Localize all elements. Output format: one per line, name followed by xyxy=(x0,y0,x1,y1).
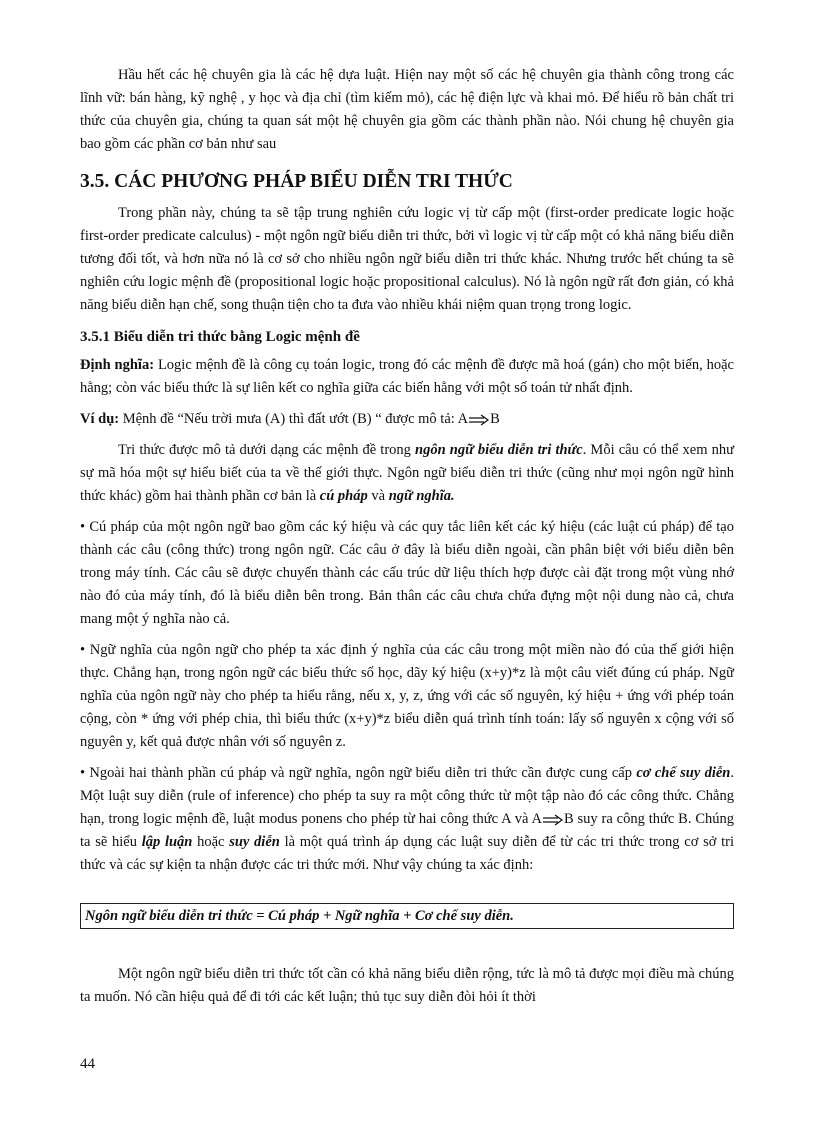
intro-paragraph: Hầu hết các hệ chuyên gia là các hệ dựa luật. Hiện nay một số các hệ chuyên gia thành công trong các lĩnh vữ: bán hàng, kỹ nghệ , y học và địa chỉ (tìm kiếm mỏ), các hệ điện lực và khai mỏ. Để hiểu rõ bản chất tri thức của chuyên gia, chúng ta quan sát một hệ chuyên gia gồm các thành phần nào. Nói chung hệ chuyên gia bao gồm các phần cơ bản như sau xyxy=(80,67,734,152)
bullet-semantics: • Ngữ nghĩa của ngôn ngữ cho phép ta xác định ý nghĩa của các câu trong một miền nào đó của thế giới hiện thực. Chẳng hạn, trong ngôn ngữ các biểu thức số học, dãy ký hiệu (x+y)*z là một câu viết đúng cú pháp. Ngữ nghĩa của ngôn ngữ này cho phép ta hiểu rằng, nếu x, y, z, ứng với các số nguyên, ký hiệu + ứng với phép toán cộng, còn * ứng với phép chia, thì biểu thức (x+y)*z biểu diễn quá trình tính toán: lấy số nguyên x cộng với số nguyên y, kết quả được nhân với số nguyên z. xyxy=(80,642,734,750)
inference-text-4: hoặc xyxy=(192,834,230,850)
example-tail: B xyxy=(490,411,500,427)
inference-term-mechanism: cơ chế suy diễn xyxy=(636,765,731,781)
implies-arrow-icon xyxy=(542,814,564,826)
knowledge-term-language: ngôn ngữ biểu diễn tri thức xyxy=(415,442,583,458)
final-paragraph: Một ngôn ngữ biểu diễn tri thức tốt cần có khả năng biểu diễn rộng, tức là mô tả được mọi điều mà chúng ta muốn. Nó cần hiệu quả để đi tới các kết luận; thủ tục suy diễn đòi hỏi ít thời xyxy=(80,966,734,1005)
definition-text: Logic mệnh đề là công cụ toán logic, trong đó các mệnh đề được mã hoá (gán) cho một biến, hoặc hằng; còn vác biểu thức là sự liên kết co nghĩa giữa các biến hằng với một số toán tử nhất định. xyxy=(80,357,734,396)
knowledge-text-1: Tri thức được mô tả dưới dạng các mệnh đề trong xyxy=(118,442,416,458)
formula-box: Ngôn ngữ biểu diễn tri thức = Cú pháp + Ngữ nghĩa + Cơ chế suy diễn. xyxy=(80,903,734,929)
inference-text-2: . Một luật suy diễn (rule of inference) cho phép ta suy ra một công thức từ một tập nào đó các công thức. Chẳng hạn, trong logic mệnh đề, luật modus ponens cho phép từ hai công thức A và A xyxy=(80,765,734,827)
definition-label: Định nghĩa: xyxy=(80,357,155,373)
page-number: 44 xyxy=(80,1056,95,1072)
bullet-syntax: • Cú pháp của một ngôn ngữ bao gồm các ký hiệu và các quy tắc liên kết các ký hiệu (các luật cú pháp) để tạo thành các câu (công thức) trong ngôn ngữ. Các câu ở đây là biểu diễn ngoài, cần phân biệt với biểu diễn bên trong máy tính. Các câu sẽ được chuyển thành các cấu trúc dữ liệu thích hợp được cài đặt trong một vùng nhớ nào đó của máy tính, đó là biểu diễn bên trong. Bản thân các câu chưa chứa đựng một nội dung nào cả, chưa mang một ý nghĩa nào cả. xyxy=(80,519,734,627)
example-paragraph xyxy=(80,408,734,431)
example-text: Mệnh đề “Nếu trời mưa (A) thì đất ướt (B) “ được mô tả: A xyxy=(119,411,469,427)
example-label: Ví dụ: xyxy=(80,411,120,427)
knowledge-text-3: và xyxy=(367,488,389,504)
knowledge-term-semantics: ngữ nghĩa. xyxy=(388,488,455,504)
section-heading: 3.5. CÁC PHƯƠNG PHÁP BIỂU DIỄN TRI THỨC xyxy=(80,171,513,192)
bullet-inference xyxy=(80,762,734,877)
knowledge-paragraph xyxy=(80,439,734,508)
definition-paragraph xyxy=(80,354,734,400)
inference-text-3: B suy ra công thức B. Chúng ta sẽ hiểu xyxy=(80,811,735,850)
inference-text-5: là một quá trình áp dụng các luật suy diễn để từ các tri thức trong cơ sở tri thức và các sự kiện ta nhận được các tri thức mới. Như vậy chúng ta xác định: xyxy=(80,834,735,873)
inference-text-1: • Ngoài hai thành phần cú pháp và ngữ nghĩa, ngôn ngữ biểu diễn tri thức cần được cung cấp xyxy=(80,765,637,781)
document-page xyxy=(80,64,734,1009)
inference-term-deduction: suy diễn xyxy=(229,834,280,850)
implies-arrow-icon xyxy=(468,414,490,426)
inference-term-reasoning: lập luận xyxy=(141,834,193,850)
subsection-heading: 3.5.1 Biểu diễn tri thức bằng Logic mệnh đề xyxy=(80,329,360,345)
knowledge-term-syntax: cú pháp xyxy=(319,488,368,504)
knowledge-text-2: . Mỗi câu có thể xem như sự mã hóa một sự hiểu biết của ta về thế giới thực. Ngôn ngữ biểu diễn tri thức (cũng như mọi ngôn ngữ hình thức khác) gồm hai thành phần cơ bản là xyxy=(80,442,734,504)
section-paragraph: Trong phần này, chúng ta sẽ tập trung nghiên cứu logic vị từ cấp một (first-order predicate logic hoặc first-order predicate calculus) - một ngôn ngữ biểu diễn tri thức, bởi vì logic vị từ cấp một có khả năng biểu diễn tương đối tốt, và hơn nữa nó là cơ sở cho nhiều ngôn ngữ biểu diễn tri thức khác. Nhưng trước hết chúng ta sẽ nghiên cứu logic mệnh đề (propositional logic hoặc propositional calculus). Nó là ngôn ngữ rất đơn giản, có khả năng biểu diễn hạn chế, song thuận tiện cho ta đưa vào nhiều khái niệm quan trọng trong logic. xyxy=(80,205,734,313)
